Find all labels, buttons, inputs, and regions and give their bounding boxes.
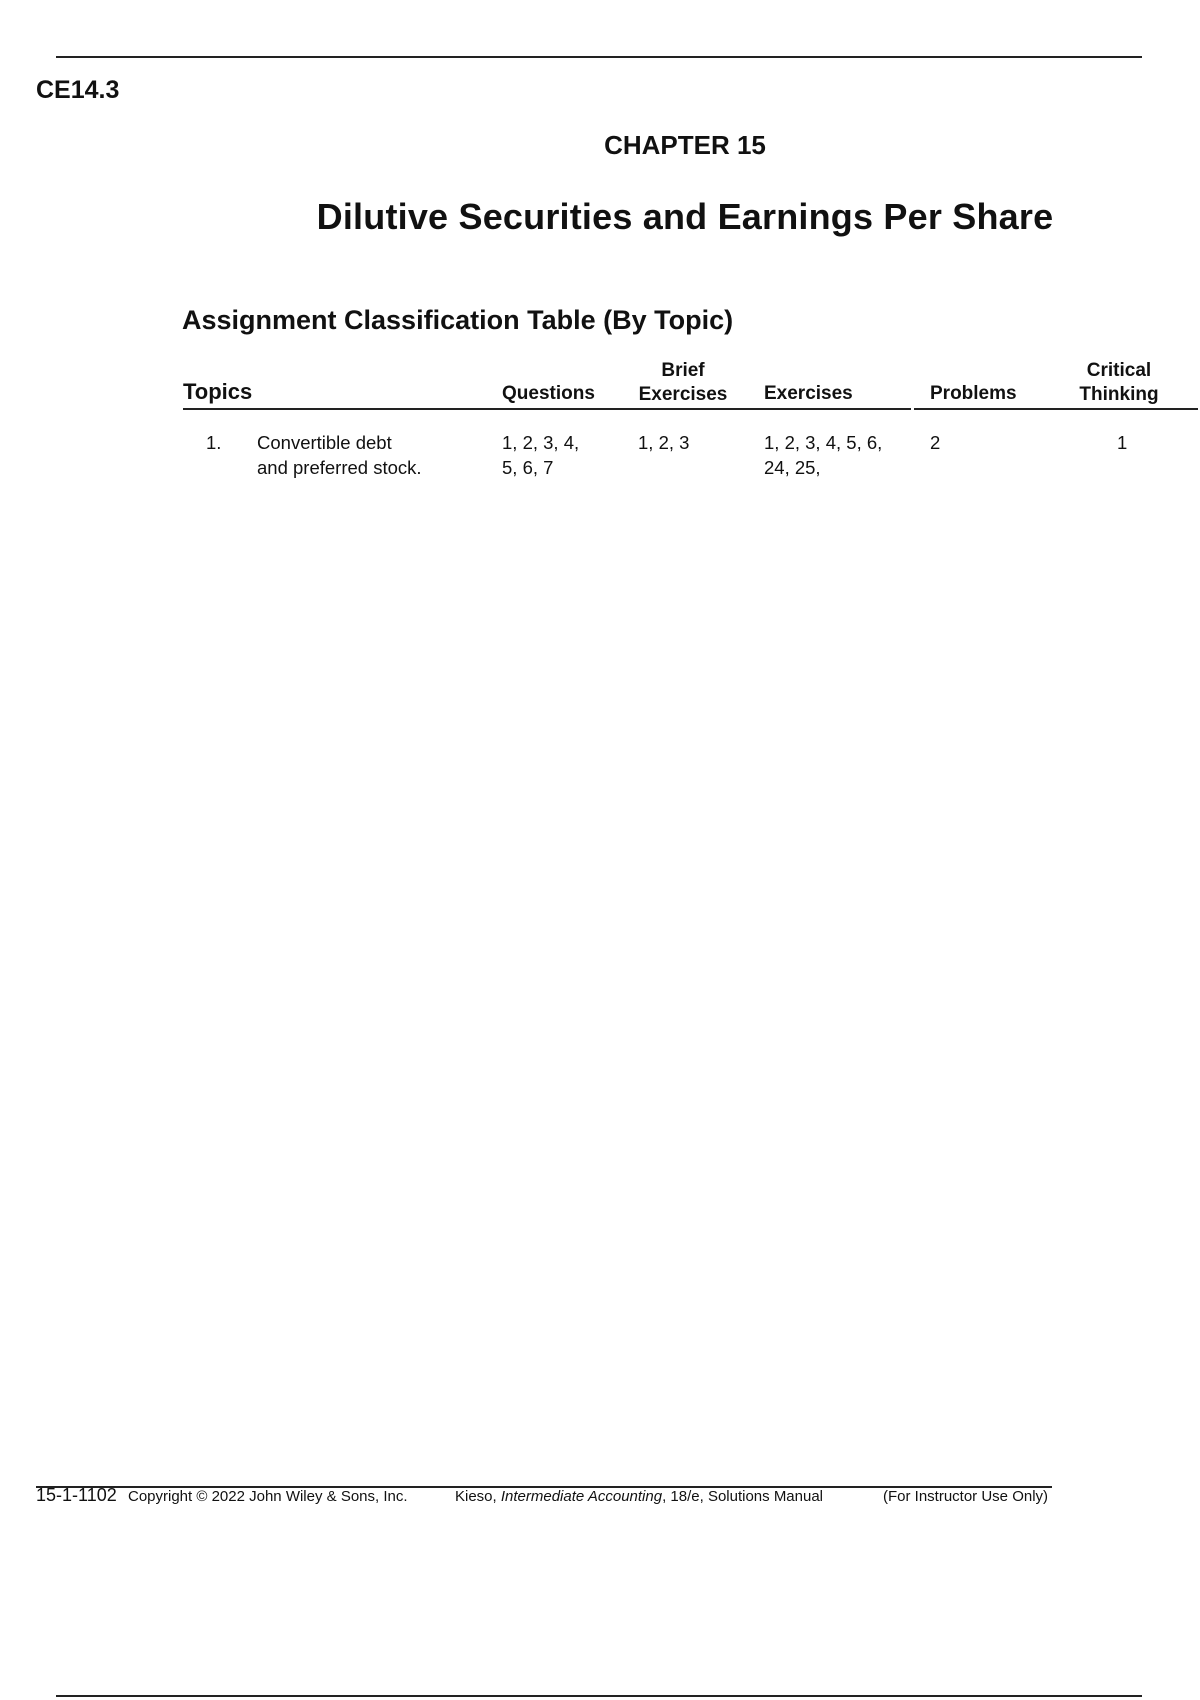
footer-book-prefix: Kieso, <box>455 1488 501 1505</box>
chapter-heading: CHAPTER 15 <box>604 130 766 160</box>
header-critical-thinking <box>1074 359 1164 407</box>
row-number: 1. <box>206 432 222 453</box>
row-questions-line1: 1, 2, 3, 4, <box>502 432 580 453</box>
row-exercises-line2: 24, 25, <box>764 457 821 478</box>
row-exercises-line1: 1, 2, 3, 4, 5, 6, <box>764 432 883 453</box>
footer-page-number: 15-1-1102 <box>36 1485 117 1505</box>
header-problems: Problems <box>930 383 1017 404</box>
header-brief-exercises <box>636 359 730 407</box>
row-brief-exercises: 1, 2, 3 <box>638 432 690 453</box>
footer-book-suffix: , 18/e, Solutions Manual <box>662 1488 824 1505</box>
table-title: Assignment Classification Table (By Topic) <box>182 305 734 335</box>
header-questions: Questions <box>502 383 595 404</box>
header-critical-line2: Thinking <box>1079 384 1159 405</box>
top-rule <box>56 56 1142 58</box>
footer-use-note: (For Instructor Use Only) <box>883 1488 1049 1505</box>
row-critical-thinking: 1 <box>1117 432 1128 453</box>
row-exercises <box>764 430 914 480</box>
header-critical-line1: Critical <box>1086 360 1152 381</box>
row-topic-line2: and preferred stock. <box>257 457 422 478</box>
footer-book-title: Intermediate Accounting <box>500 1488 663 1505</box>
row-questions <box>502 430 612 480</box>
header-underline-right <box>914 408 1198 410</box>
header-underline <box>183 408 911 410</box>
footer-copyright: Copyright © 2022 John Wiley & Sons, Inc. <box>128 1488 408 1505</box>
row-topic <box>257 430 457 480</box>
row-problems: 2 <box>930 432 941 453</box>
header-brief-line1: Brief <box>661 360 705 381</box>
footer-book-citation <box>455 1487 823 1507</box>
header-exercises: Exercises <box>764 383 853 404</box>
row-questions-line2: 5, 6, 7 <box>502 457 554 478</box>
header-brief-line2: Exercises <box>638 384 728 405</box>
row-topic-line1: Convertible debt <box>257 432 392 453</box>
header-topics: Topics <box>183 379 253 404</box>
page-code: CE14.3 <box>36 76 120 104</box>
bottom-rule <box>56 1695 1142 1697</box>
chapter-title: Dilutive Securities and Earnings Per Share <box>316 196 1054 237</box>
